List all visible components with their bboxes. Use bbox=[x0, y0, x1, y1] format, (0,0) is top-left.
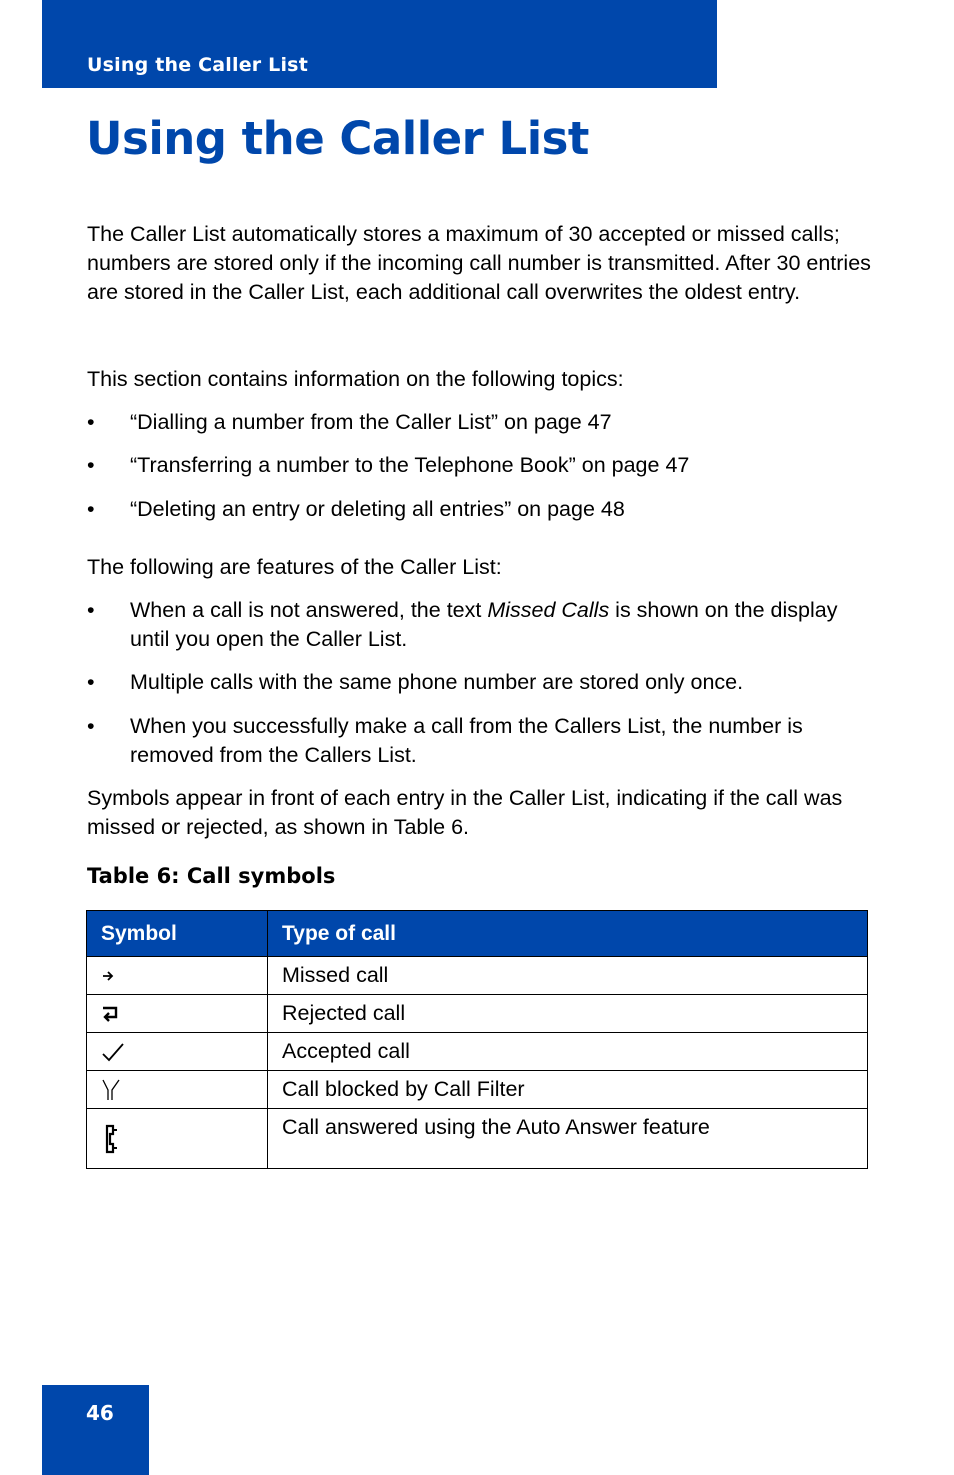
page-number: 46 bbox=[86, 1401, 114, 1425]
footer-band bbox=[42, 1385, 149, 1475]
table-row bbox=[87, 1109, 868, 1169]
call-type-cell: Call answered using the Auto Answer feature bbox=[268, 1109, 868, 1169]
rejected-arrow-icon bbox=[101, 1005, 119, 1023]
call-type-cell: Accepted call bbox=[268, 1033, 868, 1071]
table-row bbox=[87, 957, 868, 995]
call-type-cell: Rejected call bbox=[268, 995, 868, 1033]
table-row bbox=[87, 1033, 868, 1071]
bullet-icon: • bbox=[87, 598, 95, 622]
column-header-symbol: Symbol bbox=[87, 911, 268, 957]
bullet-icon: • bbox=[87, 714, 95, 738]
feature-text: When you successfully make a call from the Callers List, the number is removed from the Callers List. bbox=[130, 714, 803, 767]
call-filter-icon bbox=[101, 1078, 121, 1102]
symbols-paragraph: Symbols appear in front of each entry in the Caller List, indicating if the call was missed or rejected, as shown in Table 6. bbox=[87, 786, 843, 839]
column-header-type: Type of call bbox=[268, 911, 868, 957]
call-symbols-table bbox=[86, 910, 868, 1169]
table-row bbox=[87, 995, 868, 1033]
symbol-cell bbox=[87, 1033, 268, 1071]
bullet-icon: • bbox=[87, 410, 95, 434]
header-band bbox=[42, 0, 717, 88]
checkmark-icon bbox=[101, 1041, 125, 1063]
symbol-cell bbox=[87, 995, 268, 1033]
bullet-icon: • bbox=[87, 453, 95, 477]
topic-link[interactable]: “Deleting an entry or deleting all entries” on page 48 bbox=[130, 497, 625, 521]
features-intro: The following are features of the Caller List: bbox=[87, 555, 502, 579]
bullet-icon: • bbox=[87, 497, 95, 521]
symbol-cell bbox=[87, 957, 268, 995]
topics-intro: This section contains information on the following topics: bbox=[87, 367, 624, 391]
call-type-cell: Call blocked by Call Filter bbox=[268, 1071, 868, 1109]
topic-link[interactable]: “Dialling a number from the Caller List” on page 47 bbox=[130, 410, 612, 434]
intro-paragraph: The Caller List automatically stores a maximum of 30 accepted or missed calls; numbers are stored only if the incoming call number is transmitted. After 30 entries are stored in the Caller List, each additional call overwrites the oldest entry. bbox=[87, 222, 871, 304]
missed-arrow-icon bbox=[101, 969, 115, 983]
bullet-icon: • bbox=[87, 670, 95, 694]
running-header: Using the Caller List bbox=[87, 54, 308, 76]
table-row bbox=[87, 1071, 868, 1109]
missed-calls-term: Missed Calls bbox=[487, 598, 610, 622]
topic-link[interactable]: “Transferring a number to the Telephone Book” on page 47 bbox=[130, 453, 690, 477]
feature-text: When a call is not answered, the text Missed Calls is shown on the display until you open the Caller List. bbox=[130, 598, 838, 651]
auto-answer-handset-icon bbox=[101, 1122, 119, 1156]
table-header-row bbox=[87, 911, 868, 957]
feature-text: Multiple calls with the same phone number are stored only once. bbox=[130, 670, 744, 694]
symbol-cell bbox=[87, 1109, 268, 1169]
table-caption: Table 6: Call symbols bbox=[87, 864, 336, 888]
page-title: Using the Caller List bbox=[86, 112, 589, 165]
symbol-cell bbox=[87, 1071, 268, 1109]
call-type-cell: Missed call bbox=[268, 957, 868, 995]
